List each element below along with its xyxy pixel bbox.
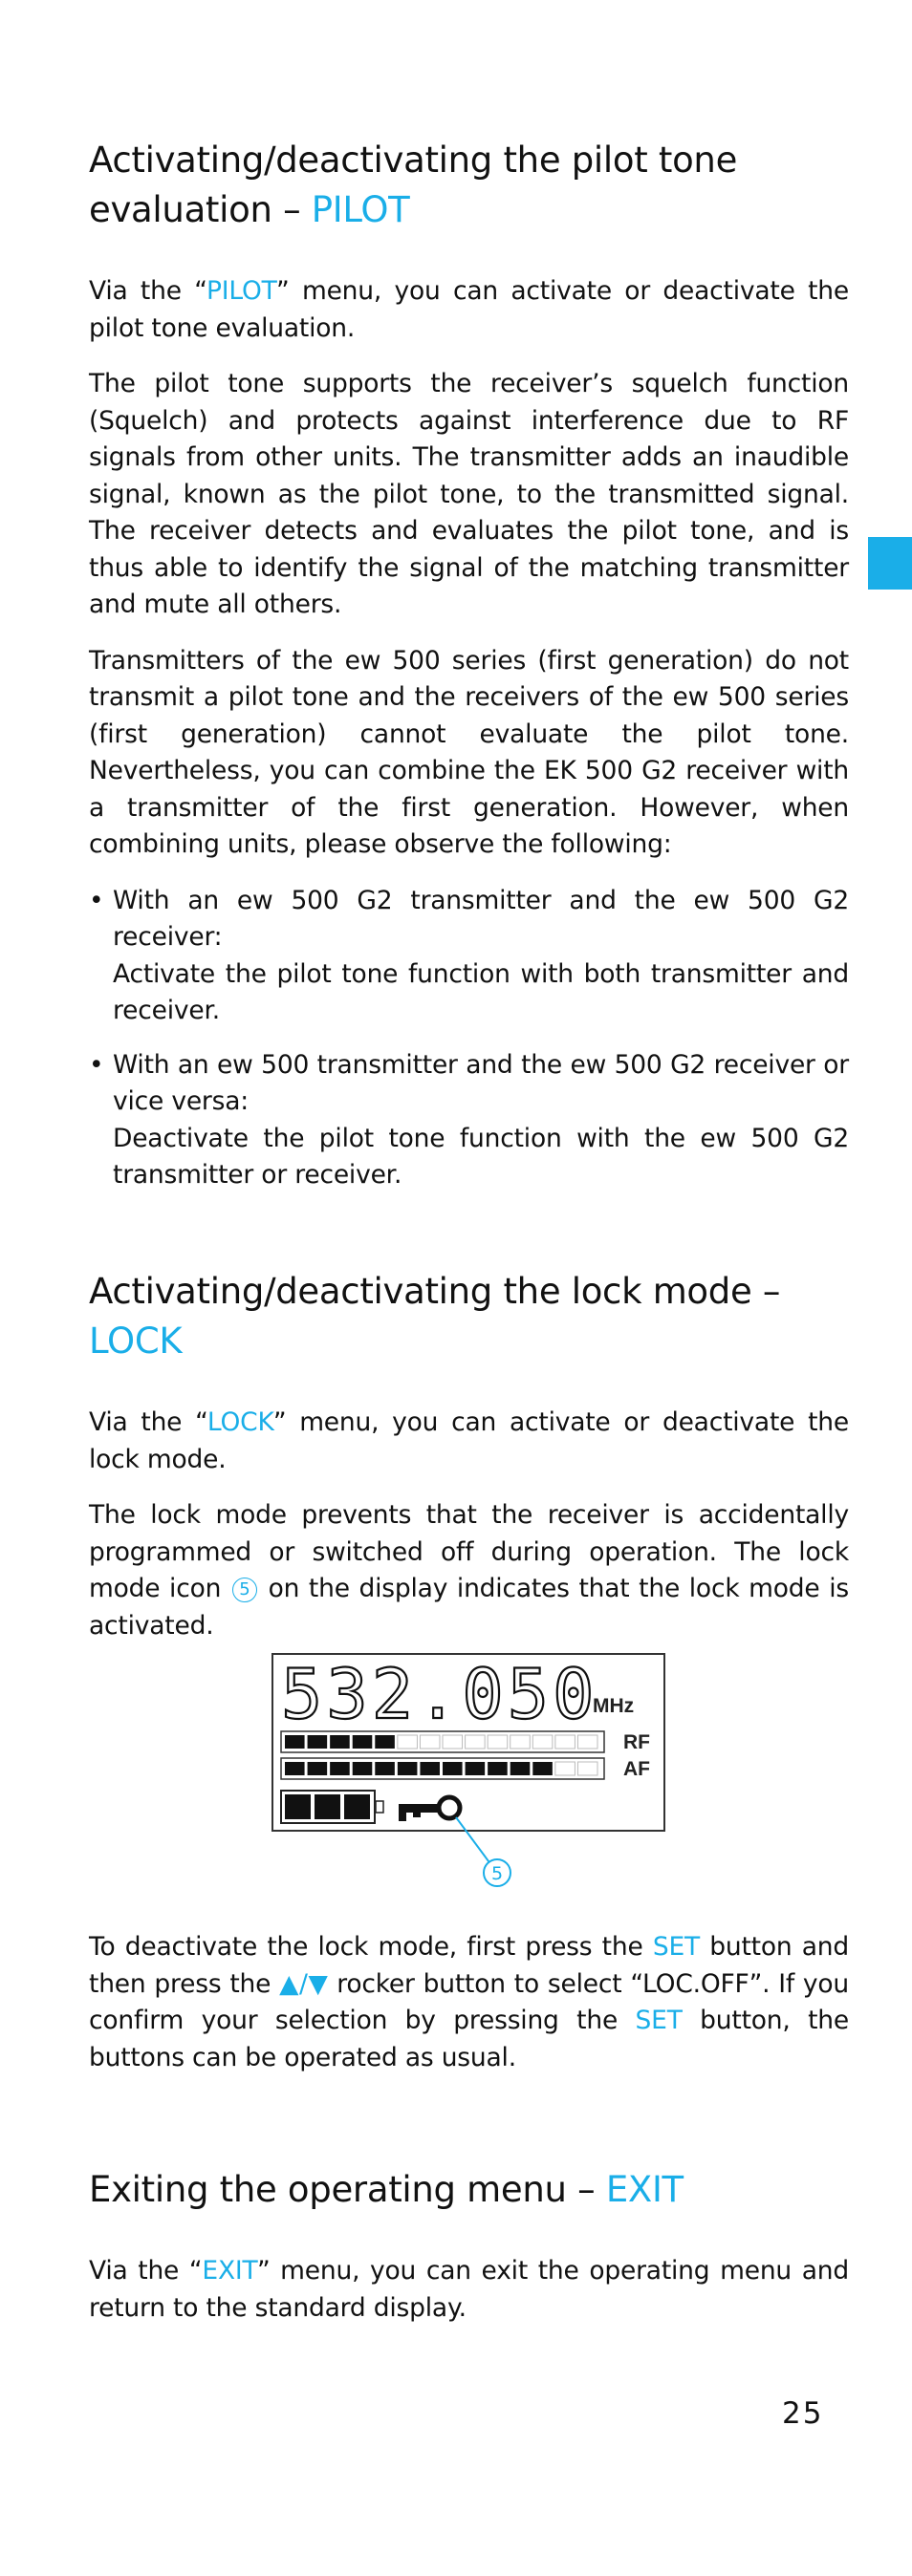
page-number: 25 <box>782 2396 824 2431</box>
meter-segment <box>330 1762 350 1775</box>
meter-segment <box>353 1735 373 1749</box>
paragraph-exit: Via the “EXIT” menu, you can exit the operating menu and return to the standard display. <box>89 2256 849 2323</box>
set-button-ref: SET <box>635 2006 683 2035</box>
highlight-lock: LOCK <box>206 1407 273 1437</box>
title-text-line2: evaluation – <box>89 189 312 230</box>
meter-segment <box>375 1762 395 1775</box>
title-text: Activating/deactivating the pilot tone <box>89 140 738 181</box>
meter-segment <box>532 1762 553 1775</box>
highlight-pilot: PILOT <box>206 276 277 306</box>
paragraph-pilot-compat: Transmitters of the ew 500 series (first generation) do not transmit a pilot tone and the receivers of the ew 500 series (first generation) cannot evaluate the pilot tone. Nevertheless, you can combine the EK 500 G2 receiver with a transmitter of the first generation. However, when combining units, please observe the following: <box>89 645 849 859</box>
title-highlight-lock: LOCK <box>89 1320 183 1362</box>
paragraph-lock-description: The lock mode prevents that the receiver is accidentally programmed or switched off during operation. The lock mode icon 5 on the display indicates that the lock mode is activated. <box>89 1500 849 1641</box>
set-button-ref: SET <box>652 1932 700 1962</box>
callout-number-icon: 5 <box>232 1578 257 1602</box>
title-text: Exiting the operating menu – <box>89 2169 606 2210</box>
meter-segment <box>285 1762 305 1775</box>
section-pilot <box>89 136 849 1212</box>
chapter-tab-marker <box>868 537 912 590</box>
highlight-exit: EXIT <box>202 2256 257 2286</box>
meter-segment <box>466 1762 486 1775</box>
bullet-list-pilot <box>89 883 849 1194</box>
meter-segment <box>420 1762 440 1775</box>
title-highlight-pilot: PILOT <box>311 189 410 230</box>
title-highlight-exit: EXIT <box>605 2169 684 2210</box>
battery-bars <box>285 1794 370 1819</box>
lcd-unit-mhz: MHz <box>593 1695 635 1717</box>
lcd-label-rf: RF <box>623 1731 650 1753</box>
bullet-icon: • <box>89 885 104 915</box>
paragraph-pilot-intro: Via the “PILOT” menu, you can activate or deactivate the pilot tone evaluation. <box>89 276 849 343</box>
bullet-action: Deactivate the pilot tone function with the ew 500 G2 transmitter or receiver. <box>113 1123 849 1190</box>
bullet-condition: With an ew 500 transmitter and the ew 500 G2 receiver or vice versa: <box>113 1049 849 1116</box>
meter-segment <box>308 1735 328 1749</box>
paragraph-pilot-description: The pilot tone supports the receiver’s squelch function (Squelch) and protects against interference due to RF signals from other units. The transmitter adds an inaudible signal, known as the pilot tone, to the transmitted signal. The receiver detects and evaluates the pilot tone, and is thus able to identify the signal of the matching transmitter and mute all others. <box>89 369 849 619</box>
list-item <box>89 883 849 1030</box>
rocker-arrows-icon: ▲/▼ <box>279 1968 329 1999</box>
battery-bar <box>315 1794 340 1819</box>
bullet-condition: With an ew 500 G2 transmitter and the ew 500 G2 receiver: <box>113 885 849 952</box>
section-exit <box>89 2165 849 2346</box>
list-item <box>89 1047 849 1194</box>
bullet-action: Activate the pilot tone function with both transmitter and receiver. <box>113 958 849 1025</box>
lcd-frequency: 532.050 <box>281 1654 598 1734</box>
section-title-lock <box>89 1267 849 1366</box>
meter-segment <box>353 1762 373 1775</box>
meter-segment <box>308 1762 328 1775</box>
battery-bar <box>344 1794 370 1819</box>
meter-segment <box>375 1735 395 1749</box>
callout-number: 5 <box>490 1863 504 1884</box>
meter-segment <box>443 1762 463 1775</box>
section-lock-deactivate <box>89 1929 849 2095</box>
meter-segment <box>330 1735 350 1749</box>
lcd-display-figure <box>270 1653 671 1892</box>
lcd-label-af: AF <box>623 1758 650 1780</box>
meter-segment <box>510 1762 531 1775</box>
paragraph-lock-deactivate: To deactivate the lock mode, first press the SET button and then press the ▲/▼ rocker button to select “LOC.OFF”. If you confirm your selection by pressing the SET button, the buttons can be operated as usual. <box>89 1932 849 2072</box>
paragraph-lock-intro: Via the “LOCK” menu, you can activate or deactivate the lock mode. <box>89 1407 849 1474</box>
battery-bar <box>285 1794 311 1819</box>
meter-segment <box>488 1762 508 1775</box>
section-title-exit <box>89 2165 849 2215</box>
section-title-pilot <box>89 136 849 235</box>
section-lock <box>89 1267 849 1664</box>
bullet-icon: • <box>89 1049 104 1080</box>
lcd-display-svg <box>270 1653 671 1892</box>
meter-segment <box>285 1735 305 1749</box>
meter-segment <box>398 1762 418 1775</box>
title-text: Activating/deactivating the lock mode – <box>89 1271 781 1312</box>
